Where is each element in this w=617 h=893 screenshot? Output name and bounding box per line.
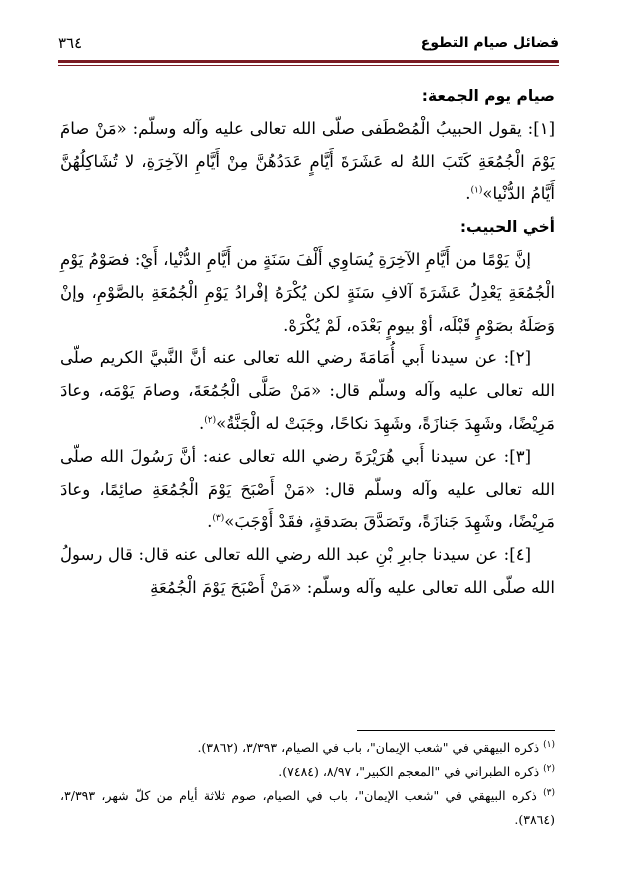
running-title: فضائل صيام التطوع — [420, 35, 559, 51]
page-header — [58, 28, 559, 58]
footnote-2 — [60, 760, 555, 784]
footnote-rule — [357, 730, 555, 731]
footnote-ref-3: (٣) — [212, 513, 225, 524]
hadith-4: [٤]: عن سيدنا جابرِ بْنِ عبد الله رضي الله تعالى عنه قال: قال رسولُ الله صلّى الله تعالى عليه وآله وسلّم: «مَنْ أَصْبَحَ يَوْمَ الْجُمُعَةِ — [60, 545, 555, 597]
page-number: ٣٦٤ — [58, 34, 83, 52]
section-title: صيام يوم الجمعة: — [421, 87, 555, 105]
hadith-1-intro: [١]: يقول الحبيبُ الْمُصْطَفى صلّى الله تعالى عليه وآله وسلّم: — [132, 118, 555, 138]
footnote-2-mark: (٢) — [543, 763, 555, 774]
hadith-1-quote: «مَنْ صامَ يَوْمَ الْجُمُعَةِ كَتَبَ اللهُ له عَشَرَةَ أَيَّامٍ عَدَدُهُنَّ مِنْ أَيَّامِ الآخِرَةِ، لا تُشَاكِلُهُنَّ أَيَّامُ الدُّنْيا» — [60, 118, 555, 204]
commentary: إنَّ يَوْمًا من أَيَّامِ الآخِرَةِ يُسَاوِي أَلْفَ سَنَةٍ من أَيَّامِ الدُّنْيا، أَيْ: فصَوْمُ يَوْمِ الْجُمُعَةِ يَعْدِلُ عَشَرَةَ آلافِ سَنَةٍ لكن يُكْرَهُ إفْرادُ يَوْمِ الْجُمُعَةِ بالصَّوْمِ، وإنْ وَصَلَهُ بصَوْمٍ قَبْلَه، أوْ بيومٍ بَعْدَه، لَمْ يُكْرَهْ. — [60, 249, 555, 335]
header-rule-thin — [58, 65, 559, 66]
footnote-2-text: ذكره الطبراني في "المعجم الكبير"، ٨/٩٧، (٧٤٨٤). — [278, 764, 540, 779]
footnote-1-text: ذكره البيهقي في "شعب الإيمان"، باب في الصيام، ٣/٣٩٣، (٣٨٦٢). — [197, 740, 540, 755]
hadith-2: [٢]: عن سيدنا أَبي أُمَامَةَ رضي الله تعالى عنه أنَّ النَّبيَّ الكريم صلّى الله تعالى عليه وآله وسلّم قال: «مَنْ صَلَّى الْجُمُعَةَ، وصامَ يَوْمَه، وعادَ مَرِيْضًا، وشَهِدَ جَنازَةً، وشَهِدَ نكاحًا، وجَبَتْ له الْجَنَّةُ»$^{(٢)}$. — [60, 348, 555, 433]
hadith-2-text: [٢]: عن سيدنا أَبي أُمَامَةَ رضي الله تعالى عنه أنَّ النَّبيَّ الكريم صلّى الله تعالى عليه وآله وسلّم قال: «مَنْ صَلَّى الْجُمُعَةَ، وصامَ يَوْمَه، وعادَ مَرِيْضًا، وشَهِدَ جَنازَةً، وشَهِدَ نكاحًا، وجَبَتْ له الْجَنَّةُ» — [60, 348, 555, 433]
header-rule-thick — [58, 60, 559, 63]
footnote-3-mark: (٣) — [543, 787, 555, 798]
footnote-3 — [60, 784, 555, 832]
footnote-1 — [60, 736, 555, 760]
footnote-ref-2: (٢) — [204, 415, 217, 426]
footnote-1-mark: (١) — [543, 739, 555, 750]
hadith-3-text: [٣]: عن سيدنا أَبي هُرَيْرَةَ رضي الله تعالى عنه: أنَّ رَسُولَ الله صلّى الله تعالى عليه وآله وسلّم قال: «مَنْ أَصْبَحَ يَوْمَ الْجُمُعَةِ صائِمًا، وعادَ مَرِيْضًا، وشَهِدَ جَنازَةً، وتَصَدَّقَ بصَدقةٍ، فقَدْ أَوْجَبَ» — [60, 446, 555, 532]
hadith-1: [١]: يقول الحبيبُ الْمُصْطَفى صلّى الله تعالى عليه وآله وسلّم: «مَنْ صامَ يَوْمَ الْجُمُعَةِ كَتَبَ اللهُ له عَشَرَةَ أَيَّامٍ عَدَدُهُنَّ مِنْ أَيَّامِ الآخِرَةِ، لا تُشَاكِلُهُنَّ أَيَّامُ الدُّنْيا»$^{(١)}$. — [60, 118, 555, 204]
footnotes — [60, 736, 555, 832]
subheading: أخي الحبيب: — [459, 218, 555, 237]
hadith-3: [٣]: عن سيدنا أَبي هُرَيْرَةَ رضي الله تعالى عنه: أنَّ رَسُولَ الله صلّى الله تعالى عليه وآله وسلّم قال: «مَنْ أَصْبَحَ يَوْمَ الْجُمُعَةِ صائِمًا، وعادَ مَرِيْضًا، وشَهِدَ جَنازَةً، وتَصَدَّقَ بصَدقةٍ، فقَدْ أَوْجَبَ»$^{(٣)}$. — [60, 446, 555, 532]
footnote-3-text: ذكره البيهقي في "شعب الإيمان"، باب في الصيام، صوم ثلاثة أيام من كلّ شهر، ٣/٣٩٣، (٣٨٦٤). — [60, 788, 555, 827]
main-text — [60, 80, 555, 605]
footnote-ref-1: (١) — [470, 185, 483, 196]
